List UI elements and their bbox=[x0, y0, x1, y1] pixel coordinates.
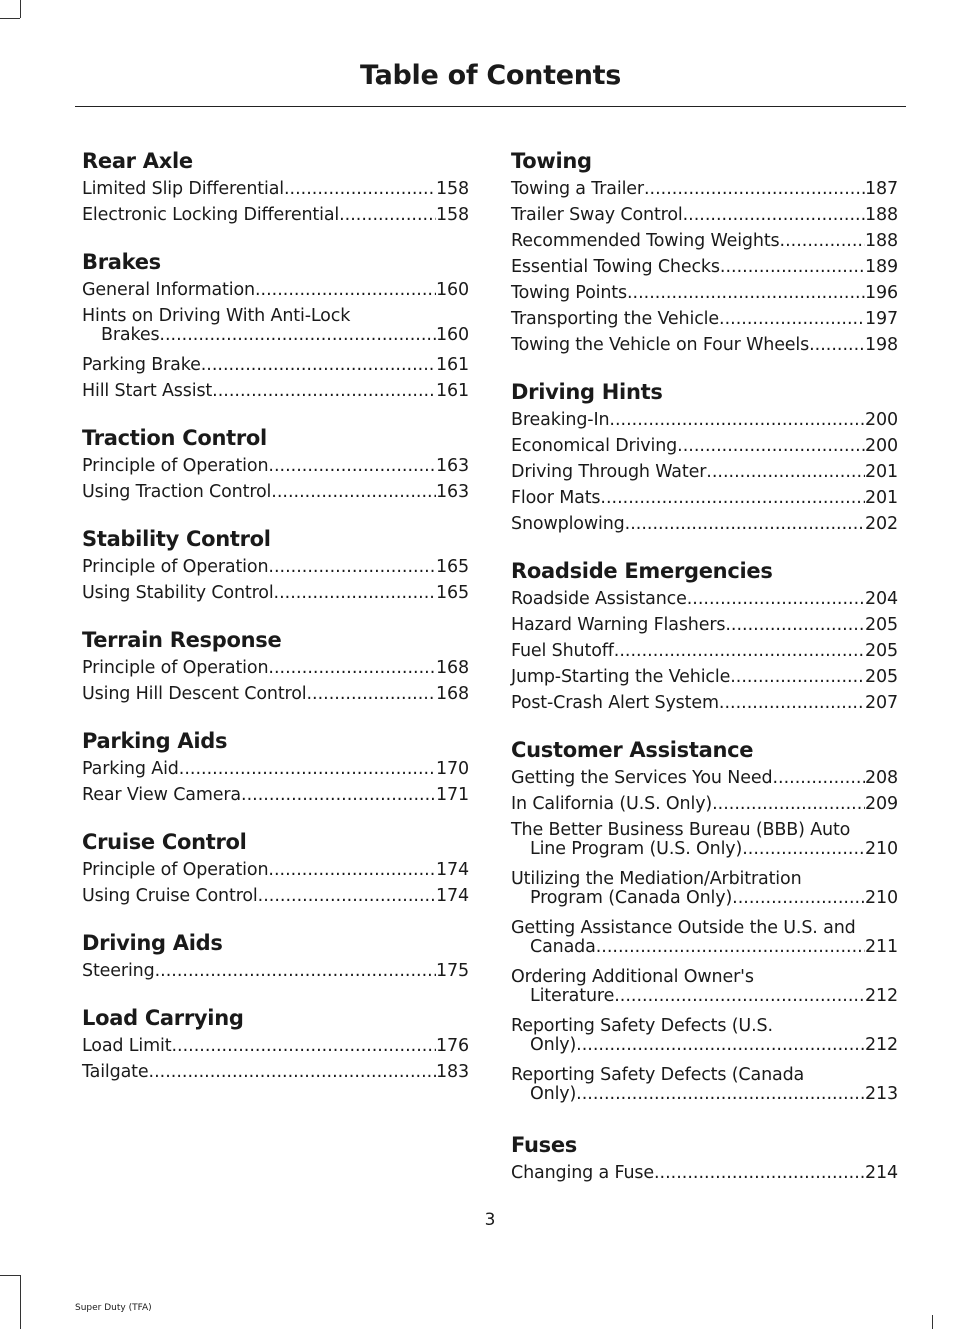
dot-leader bbox=[274, 580, 437, 606]
entry-line bbox=[511, 511, 898, 537]
entry-title: Transporting the Vehicle bbox=[511, 309, 720, 329]
entry-line bbox=[511, 407, 898, 433]
section-heading: Fuses bbox=[511, 1133, 577, 1157]
entry-title: The Better Business Bureau (BBB) Auto bbox=[511, 820, 851, 840]
toc-entry[interactable] bbox=[82, 378, 469, 404]
entry-page-number: 165 bbox=[436, 583, 469, 603]
entry-page-number: 168 bbox=[436, 658, 469, 678]
section-heading: Customer Assistance bbox=[511, 738, 754, 762]
entry-title: Reporting Safety Defects (U.S. bbox=[511, 1016, 773, 1036]
toc-entry[interactable] bbox=[82, 958, 469, 984]
section-heading: Traction Control bbox=[82, 426, 267, 450]
toc-entry[interactable] bbox=[511, 817, 898, 866]
entry-line bbox=[511, 459, 898, 485]
crop-mark bbox=[0, 1275, 20, 1276]
entry-page-number: 170 bbox=[436, 759, 469, 779]
entry-page-number: 161 bbox=[436, 355, 469, 375]
entry-title: Floor Mats bbox=[511, 488, 601, 508]
entry-line bbox=[82, 857, 469, 883]
toc-entry[interactable] bbox=[511, 964, 898, 1013]
toc-entry[interactable] bbox=[82, 277, 469, 303]
entry-title: Using Traction Control bbox=[82, 482, 272, 502]
toc-section bbox=[511, 716, 898, 1111]
dot-leader bbox=[742, 840, 865, 859]
toc-entry[interactable] bbox=[511, 1013, 898, 1062]
dot-leader bbox=[614, 987, 865, 1006]
dot-leader bbox=[596, 938, 865, 957]
entry-title: Tailgate bbox=[82, 1062, 149, 1082]
section-heading: Load Carrying bbox=[82, 1006, 244, 1030]
entry-line bbox=[82, 958, 469, 984]
entry-page-number: 210 bbox=[865, 839, 898, 859]
section-gap bbox=[82, 606, 469, 625]
toc-entry[interactable] bbox=[82, 352, 469, 378]
crop-mark bbox=[20, 1275, 21, 1329]
entry-title: Principle of Operation bbox=[82, 557, 269, 577]
entry-line bbox=[511, 228, 898, 254]
toc-entry[interactable] bbox=[511, 511, 898, 537]
dot-leader bbox=[720, 254, 865, 280]
entry-title: Hints on Driving With Anti-Lock bbox=[82, 306, 351, 326]
dot-leader bbox=[706, 459, 865, 485]
entry-title: Parking Aid bbox=[82, 759, 179, 779]
toc-entry[interactable] bbox=[82, 782, 469, 808]
entry-line bbox=[511, 638, 898, 664]
entry-title-continued: Line Program (U.S. Only) bbox=[530, 839, 743, 859]
entry-line bbox=[511, 791, 898, 817]
toc-section bbox=[82, 606, 469, 707]
dot-leader bbox=[732, 889, 865, 908]
entry-page-number: 189 bbox=[865, 257, 898, 277]
entry-page-number: 213 bbox=[865, 1084, 898, 1104]
entry-line bbox=[511, 987, 898, 1013]
entry-line bbox=[82, 277, 469, 303]
entry-line bbox=[82, 176, 469, 202]
entry-title: Hazard Warning Flashers bbox=[511, 615, 726, 635]
crop-mark bbox=[0, 18, 20, 19]
crop-mark bbox=[20, 0, 21, 18]
dot-leader bbox=[644, 176, 865, 202]
dot-leader bbox=[271, 479, 436, 505]
entry-line bbox=[511, 840, 898, 866]
toc-entry[interactable] bbox=[82, 655, 469, 681]
toc-section bbox=[82, 984, 469, 1085]
toc-entry[interactable] bbox=[511, 459, 898, 485]
entry-page-number: 174 bbox=[436, 860, 469, 880]
entry-title: Recommended Towing Weights bbox=[511, 231, 780, 251]
entry-line bbox=[511, 176, 898, 202]
entry-line bbox=[82, 1033, 469, 1059]
section-gap bbox=[82, 707, 469, 726]
entry-title-continued: Literature bbox=[530, 986, 615, 1006]
entry-title: Hill Start Assist bbox=[82, 381, 213, 401]
entry-line bbox=[82, 352, 469, 378]
toc-entry[interactable] bbox=[82, 756, 469, 782]
dot-leader bbox=[255, 277, 436, 303]
entry-title: Principle of Operation bbox=[82, 456, 269, 476]
toc-section bbox=[82, 146, 469, 228]
toc-section bbox=[511, 537, 898, 716]
toc-entry[interactable] bbox=[511, 176, 898, 202]
entry-title: Towing the Vehicle on Four Wheels bbox=[511, 335, 810, 355]
entry-line bbox=[511, 938, 898, 964]
dot-leader bbox=[712, 791, 865, 817]
entry-page-number: 174 bbox=[436, 886, 469, 906]
section-heading: Roadside Emergencies bbox=[511, 559, 773, 583]
toc-column-right bbox=[511, 146, 898, 1186]
entry-title: Steering bbox=[82, 961, 155, 981]
entry-page-number: 171 bbox=[436, 785, 469, 805]
entry-title: Getting the Services You Need bbox=[511, 768, 773, 788]
toc-entry[interactable] bbox=[82, 883, 469, 909]
toc-section bbox=[82, 909, 469, 984]
entry-title-continued: Only) bbox=[530, 1084, 577, 1104]
entry-page-number: 209 bbox=[865, 794, 898, 814]
entry-title: Using Hill Descent Control bbox=[82, 684, 307, 704]
entry-title: Ordering Additional Owner's bbox=[511, 967, 754, 987]
entry-page-number: 214 bbox=[865, 1163, 898, 1183]
dot-leader bbox=[654, 1160, 865, 1186]
entry-title: Limited Slip Differential bbox=[82, 179, 284, 199]
dot-leader bbox=[683, 202, 865, 228]
dot-leader bbox=[155, 958, 436, 984]
toc-entry[interactable] bbox=[511, 1160, 898, 1186]
section-gap bbox=[82, 404, 469, 423]
section-heading: Driving Hints bbox=[511, 380, 663, 404]
dot-leader bbox=[306, 681, 436, 707]
toc-entry[interactable] bbox=[82, 303, 469, 352]
dot-leader bbox=[268, 453, 436, 479]
dot-leader bbox=[600, 485, 865, 511]
entry-line bbox=[511, 1160, 898, 1186]
entry-line bbox=[511, 485, 898, 511]
page-title: Table of Contents bbox=[359, 60, 622, 91]
dot-leader bbox=[772, 765, 865, 791]
section-heading: Brakes bbox=[82, 250, 161, 274]
entry-page-number: 205 bbox=[865, 615, 898, 635]
section-gap bbox=[511, 1111, 898, 1130]
dot-leader bbox=[159, 326, 436, 345]
toc-entry[interactable] bbox=[511, 915, 898, 964]
entry-page-number: 168 bbox=[436, 684, 469, 704]
entry-line bbox=[82, 1059, 469, 1085]
entry-title: Electronic Locking Differential bbox=[82, 205, 340, 225]
entry-page-number: 175 bbox=[436, 961, 469, 981]
toc-entry[interactable] bbox=[511, 866, 898, 915]
entry-title: Towing Points bbox=[511, 283, 627, 303]
toc-section bbox=[82, 228, 469, 404]
section-gap bbox=[82, 228, 469, 247]
toc-column-left bbox=[82, 146, 469, 1085]
toc-entry[interactable] bbox=[82, 202, 469, 228]
toc-section bbox=[511, 358, 898, 537]
entry-title-continued: Canada bbox=[530, 937, 596, 957]
toc-entry[interactable] bbox=[511, 332, 898, 358]
entry-title: Economical Driving bbox=[511, 436, 678, 456]
entry-line bbox=[82, 883, 469, 909]
section-gap bbox=[82, 505, 469, 524]
dot-leader bbox=[687, 586, 865, 612]
entry-page-number: 201 bbox=[865, 462, 898, 482]
toc-entry[interactable] bbox=[511, 612, 898, 638]
entry-page-number: 197 bbox=[865, 309, 898, 329]
section-gap bbox=[82, 808, 469, 827]
dot-leader bbox=[179, 756, 436, 782]
section-heading: Towing bbox=[511, 149, 592, 173]
entry-title: Post-Crash Alert System bbox=[511, 693, 719, 713]
toc-entry[interactable] bbox=[511, 664, 898, 690]
entry-title: Snowplowing bbox=[511, 514, 625, 534]
entry-title: Breaking-In bbox=[511, 410, 610, 430]
entry-line bbox=[82, 378, 469, 404]
entry-title: Jump-Starting the Vehicle bbox=[511, 667, 731, 687]
entry-title: In California (U.S. Only) bbox=[511, 794, 713, 814]
entry-title-continued: Only) bbox=[530, 1035, 577, 1055]
dot-leader bbox=[609, 407, 865, 433]
entry-page-number: 160 bbox=[436, 280, 469, 300]
entry-title: Load Limit bbox=[82, 1036, 172, 1056]
entry-page-number: 188 bbox=[865, 231, 898, 251]
entry-page-number: 212 bbox=[865, 986, 898, 1006]
entry-page-number: 204 bbox=[865, 589, 898, 609]
dot-leader bbox=[627, 280, 865, 306]
toc-entry[interactable] bbox=[511, 433, 898, 459]
section-gap bbox=[511, 537, 898, 556]
entry-page-number: 163 bbox=[436, 456, 469, 476]
entry-page-number: 165 bbox=[436, 557, 469, 577]
entry-page-number: 208 bbox=[865, 768, 898, 788]
dot-leader bbox=[339, 202, 436, 228]
dot-leader bbox=[268, 655, 436, 681]
entry-line bbox=[511, 1085, 898, 1111]
entry-title: Essential Towing Checks bbox=[511, 257, 720, 277]
entry-page-number: 202 bbox=[865, 514, 898, 534]
toc-entry[interactable] bbox=[511, 306, 898, 332]
toc-entry[interactable] bbox=[82, 453, 469, 479]
entry-page-number: 183 bbox=[436, 1062, 469, 1082]
toc-entry[interactable] bbox=[82, 681, 469, 707]
entry-page-number: 187 bbox=[865, 179, 898, 199]
entry-title: Principle of Operation bbox=[82, 658, 269, 678]
entry-page-number: 205 bbox=[865, 641, 898, 661]
dot-leader bbox=[201, 352, 436, 378]
entry-page-number: 205 bbox=[865, 667, 898, 687]
toc-entry[interactable] bbox=[511, 202, 898, 228]
entry-line bbox=[82, 453, 469, 479]
entry-line bbox=[511, 612, 898, 638]
section-heading: Parking Aids bbox=[82, 729, 228, 753]
entry-line bbox=[511, 765, 898, 791]
section-heading: Rear Axle bbox=[82, 149, 193, 173]
toc-entry[interactable] bbox=[82, 479, 469, 505]
entry-page-number: 160 bbox=[436, 325, 469, 345]
entry-title: General Information bbox=[82, 280, 255, 300]
dot-leader bbox=[614, 638, 865, 664]
toc-entry[interactable] bbox=[82, 554, 469, 580]
section-heading: Driving Aids bbox=[82, 931, 223, 955]
toc-section bbox=[82, 707, 469, 808]
entry-page-number: 161 bbox=[436, 381, 469, 401]
dot-leader bbox=[171, 1033, 436, 1059]
entry-line bbox=[511, 254, 898, 280]
entry-line bbox=[511, 586, 898, 612]
dot-leader bbox=[258, 883, 436, 909]
dot-leader bbox=[576, 1085, 865, 1104]
toc-entry[interactable] bbox=[511, 485, 898, 511]
entry-line bbox=[511, 889, 898, 915]
entry-line bbox=[511, 1036, 898, 1062]
dot-leader bbox=[284, 176, 436, 202]
entry-title: Changing a Fuse bbox=[511, 1163, 654, 1183]
entry-page-number: 188 bbox=[865, 205, 898, 225]
entry-line bbox=[82, 655, 469, 681]
entry-page-number: 212 bbox=[865, 1035, 898, 1055]
entry-title: Towing a Trailer bbox=[511, 179, 644, 199]
dot-leader bbox=[719, 306, 865, 332]
entry-title-continued: Program (Canada Only) bbox=[530, 888, 733, 908]
entry-page-number: 196 bbox=[865, 283, 898, 303]
dot-leader bbox=[149, 1059, 437, 1085]
toc-section bbox=[82, 404, 469, 505]
entry-page-number: 210 bbox=[865, 888, 898, 908]
section-gap bbox=[511, 358, 898, 377]
section-heading: Terrain Response bbox=[82, 628, 282, 652]
toc-section bbox=[511, 1111, 898, 1186]
entry-line bbox=[82, 681, 469, 707]
toc-entry[interactable] bbox=[511, 586, 898, 612]
dot-leader bbox=[625, 511, 865, 537]
dot-leader bbox=[212, 378, 436, 404]
section-heading: Cruise Control bbox=[82, 830, 247, 854]
section-gap bbox=[82, 909, 469, 928]
entry-line bbox=[82, 756, 469, 782]
entry-line bbox=[82, 782, 469, 808]
entry-line bbox=[82, 479, 469, 505]
dot-leader bbox=[241, 782, 436, 808]
entry-title: Rear View Camera bbox=[82, 785, 241, 805]
toc-entry[interactable] bbox=[511, 280, 898, 306]
section-gap bbox=[511, 716, 898, 735]
entry-title: Reporting Safety Defects (Canada bbox=[511, 1065, 805, 1085]
toc-section bbox=[511, 146, 898, 358]
toc-entry[interactable] bbox=[511, 765, 898, 791]
dot-leader bbox=[780, 228, 866, 254]
entry-page-number: 201 bbox=[865, 488, 898, 508]
entry-title-continued: Brakes bbox=[101, 325, 160, 345]
dot-leader bbox=[268, 554, 436, 580]
entry-line bbox=[511, 664, 898, 690]
entry-title: Principle of Operation bbox=[82, 860, 269, 880]
section-heading: Stability Control bbox=[82, 527, 271, 551]
entry-title: Using Cruise Control bbox=[82, 886, 258, 906]
toc-entry[interactable] bbox=[511, 690, 898, 716]
title-divider bbox=[75, 106, 906, 107]
toc-entry[interactable] bbox=[511, 228, 898, 254]
page-number: 3 bbox=[484, 1210, 496, 1230]
entry-page-number: 198 bbox=[865, 335, 898, 355]
entry-title: Trailer Sway Control bbox=[511, 205, 683, 225]
entry-page-number: 200 bbox=[865, 436, 898, 456]
entry-title: Using Stability Control bbox=[82, 583, 274, 603]
entry-page-number: 158 bbox=[436, 205, 469, 225]
dot-leader bbox=[268, 857, 436, 883]
entry-line bbox=[511, 433, 898, 459]
entry-page-number: 211 bbox=[865, 937, 898, 957]
entry-page-number: 200 bbox=[865, 410, 898, 430]
dot-leader bbox=[576, 1036, 865, 1055]
entry-page-number: 163 bbox=[436, 482, 469, 502]
toc-entry[interactable] bbox=[511, 254, 898, 280]
entry-line bbox=[82, 554, 469, 580]
entry-title: Parking Brake bbox=[82, 355, 201, 375]
entry-line bbox=[82, 202, 469, 228]
toc-section bbox=[82, 808, 469, 909]
entry-page-number: 176 bbox=[436, 1036, 469, 1056]
crop-mark bbox=[932, 1315, 933, 1329]
footer-text: Super Duty (TFA) bbox=[75, 1303, 152, 1313]
entry-line bbox=[511, 306, 898, 332]
entry-line bbox=[511, 332, 898, 358]
toc-entry[interactable] bbox=[511, 638, 898, 664]
dot-leader bbox=[809, 332, 865, 358]
entry-line bbox=[511, 202, 898, 228]
toc-entry[interactable] bbox=[82, 176, 469, 202]
toc-entry[interactable] bbox=[82, 580, 469, 606]
toc-section bbox=[82, 505, 469, 606]
entry-page-number: 158 bbox=[436, 179, 469, 199]
entry-title: Utilizing the Mediation/Arbitration bbox=[511, 869, 802, 889]
dot-leader bbox=[730, 664, 865, 690]
entry-line bbox=[82, 326, 469, 352]
toc-entry[interactable] bbox=[511, 407, 898, 433]
toc-entry[interactable] bbox=[511, 1062, 898, 1111]
section-gap bbox=[82, 984, 469, 1003]
entry-line bbox=[82, 580, 469, 606]
entry-page-number: 207 bbox=[865, 693, 898, 713]
dot-leader bbox=[719, 690, 865, 716]
entry-title: Fuel Shutoff bbox=[511, 641, 614, 661]
dot-leader bbox=[677, 433, 865, 459]
entry-title: Driving Through Water bbox=[511, 462, 707, 482]
toc-entry[interactable] bbox=[82, 857, 469, 883]
dot-leader bbox=[725, 612, 865, 638]
toc-entry[interactable] bbox=[82, 1033, 469, 1059]
toc-entry[interactable] bbox=[511, 791, 898, 817]
entry-title: Getting Assistance Outside the U.S. and bbox=[511, 918, 856, 938]
toc-entry[interactable] bbox=[82, 1059, 469, 1085]
entry-line bbox=[511, 280, 898, 306]
entry-title: Roadside Assistance bbox=[511, 589, 687, 609]
entry-line bbox=[511, 690, 898, 716]
